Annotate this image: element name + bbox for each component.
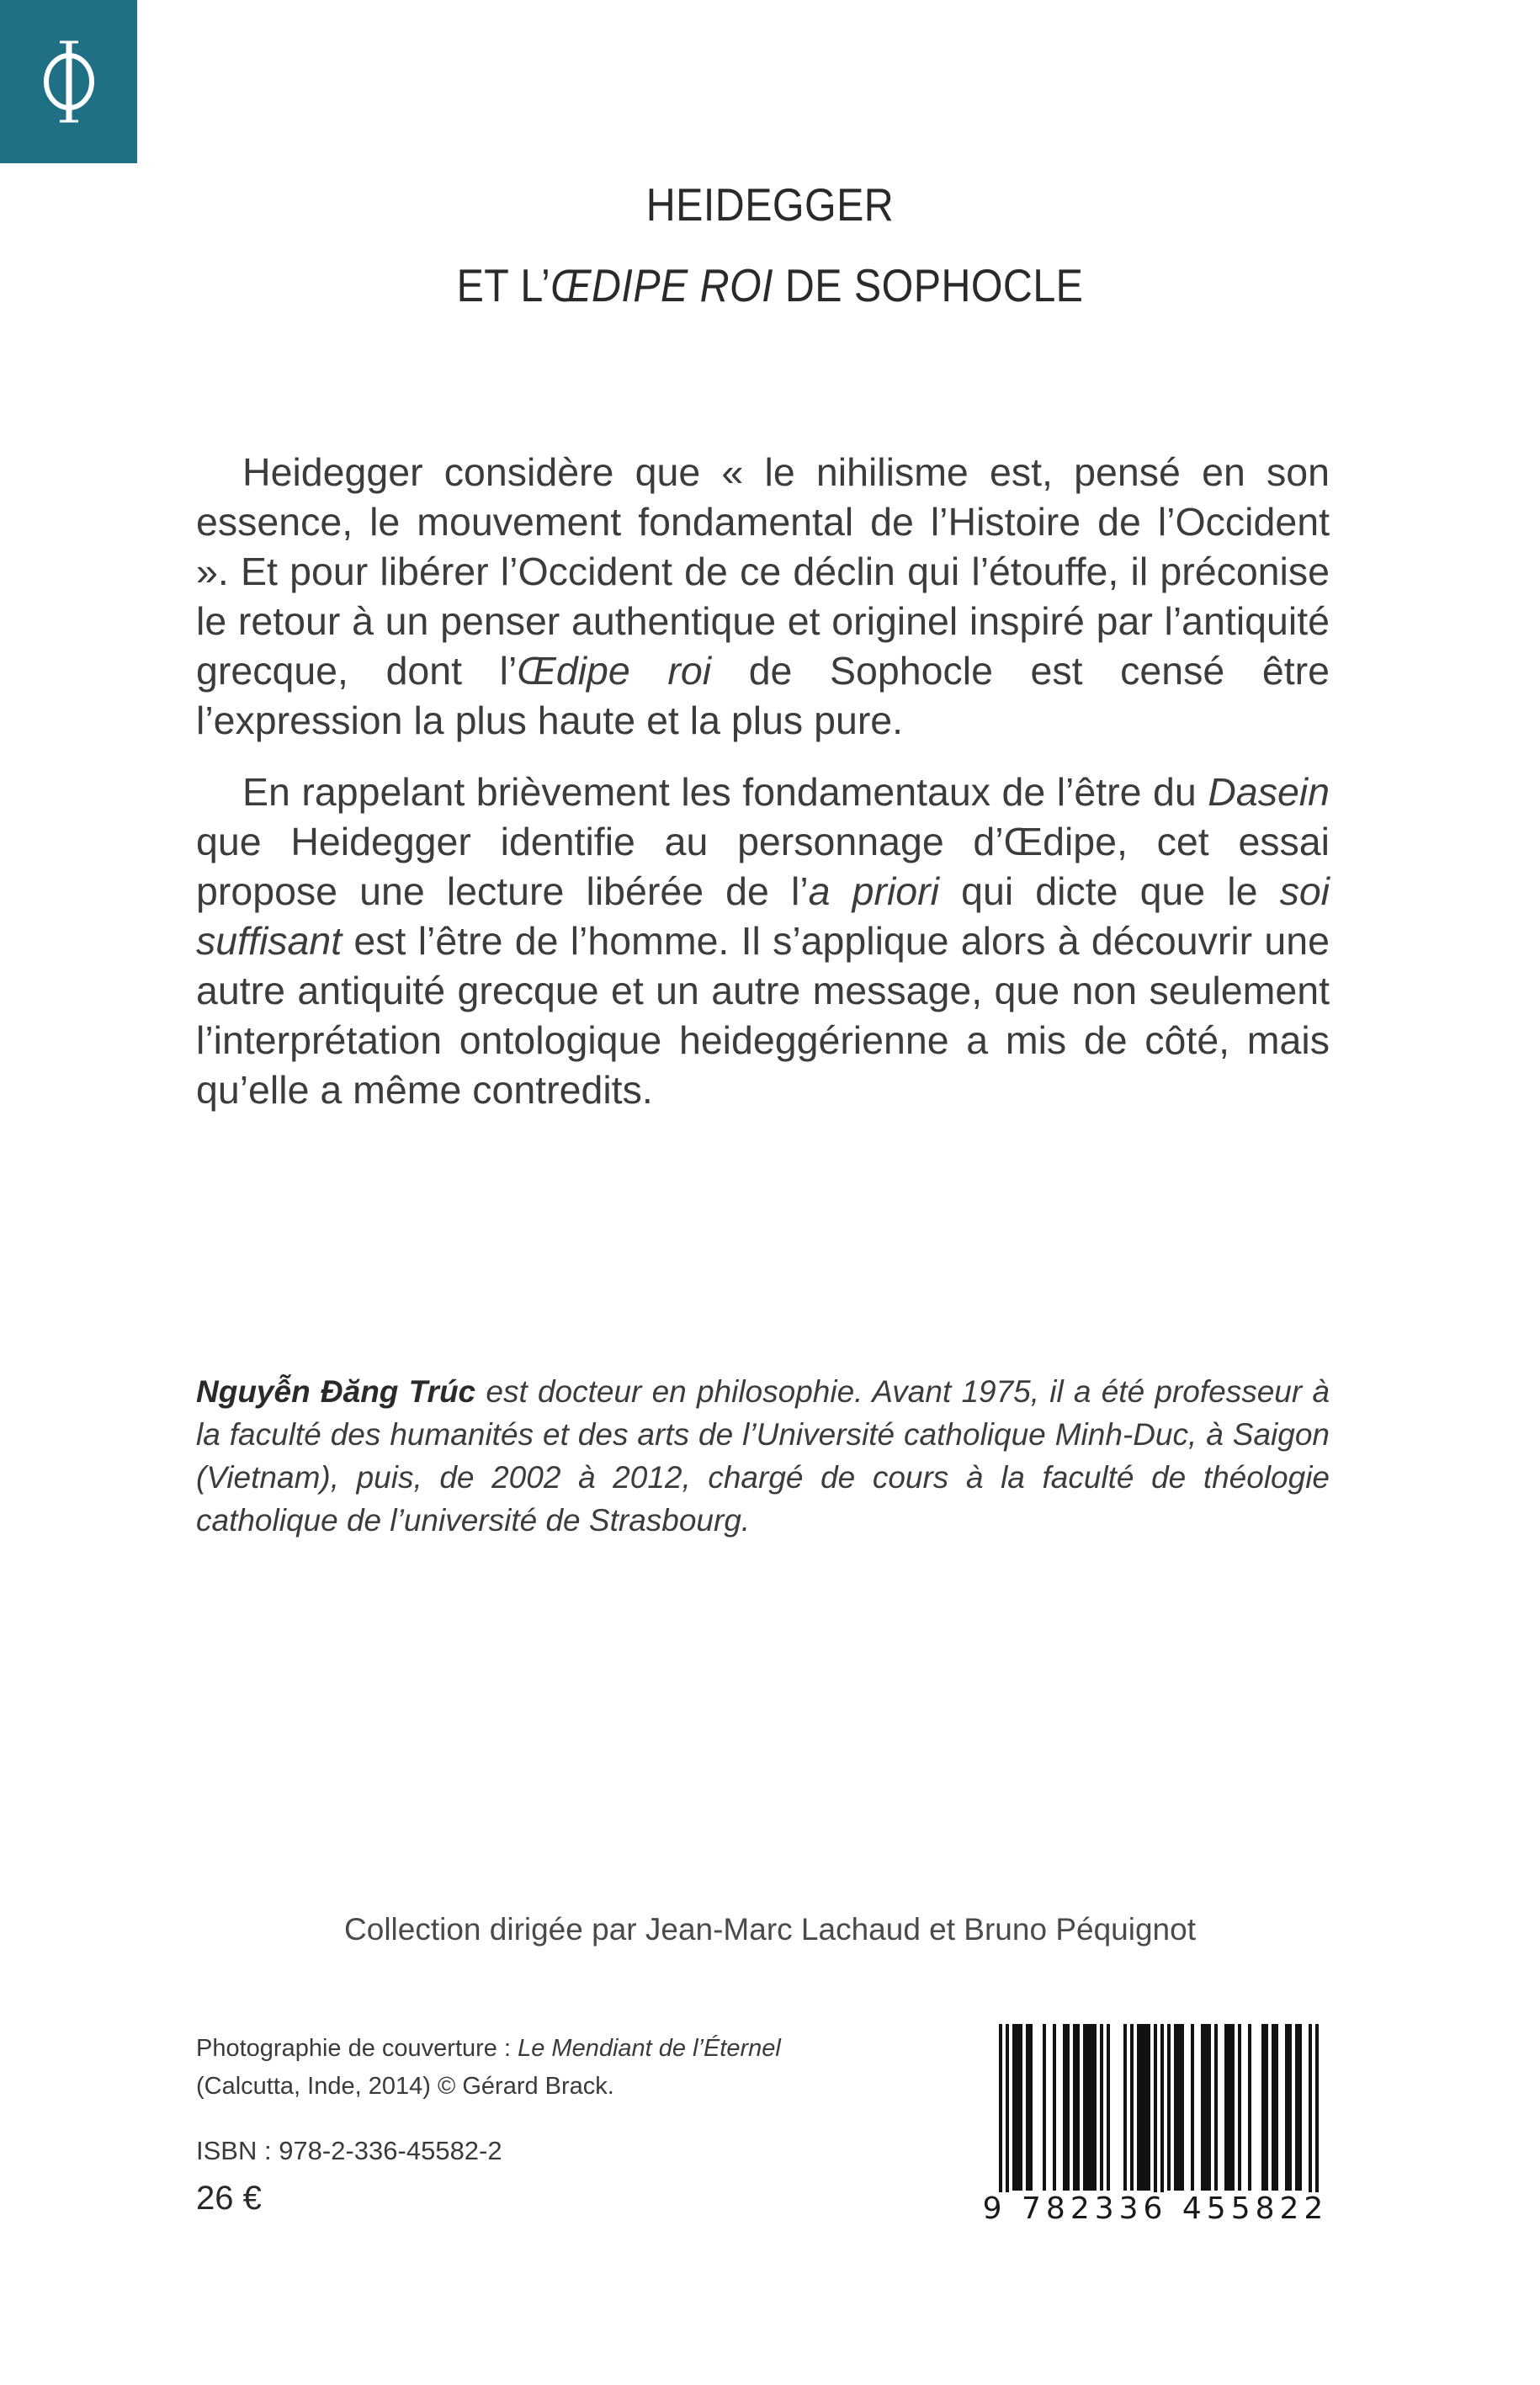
- barcode: [980, 2024, 1330, 2226]
- summary-text: de Sophocle est censé être l’expression la plus haute et la plus pure.: [196, 649, 1330, 742]
- summary-paragraph-2: [196, 768, 1330, 1115]
- barcode-bar: [1093, 2024, 1097, 2191]
- barcode-bar: [1208, 2024, 1211, 2191]
- barcode-bar: [1265, 2024, 1268, 2191]
- barcode-bar: [1043, 2024, 1046, 2191]
- barcode-bar: [1137, 2024, 1140, 2191]
- summary-paragraph-1: [196, 448, 1330, 746]
- barcode-bar: [1107, 2024, 1110, 2191]
- barcode-bar: [1295, 2024, 1298, 2191]
- barcode-bar: [1012, 2024, 1016, 2191]
- barcode-bar: [1181, 2024, 1184, 2191]
- barcode-bar: [1123, 2024, 1127, 2191]
- barcode-bar: [1309, 2024, 1312, 2207]
- barcode-bar: [1076, 2024, 1080, 2191]
- barcode-bar: [1261, 2024, 1265, 2191]
- title-line-2-prefix: ET L’: [456, 259, 551, 311]
- barcode-bar: [1298, 2024, 1302, 2191]
- summary-italic: a priori: [808, 869, 939, 913]
- barcode-bar: [1238, 2024, 1241, 2191]
- barcode-bar: [1140, 2024, 1144, 2191]
- barcode-bar: [1090, 2024, 1093, 2191]
- barcode-bar: [1063, 2024, 1066, 2191]
- summary-text: qui dicte que le: [939, 869, 1280, 913]
- author-name: Nguyễn Đăng Trúc: [196, 1374, 476, 1409]
- barcode-bar: [1154, 2024, 1157, 2207]
- summary-text: est l’être de l’homme. Il s’applique alors à découvrir une autre antiquité grecque et un autre message, que non seulement l’interprétation ontologique heideggérienne a mis de côté, mais qu’elle a même contredits.: [196, 919, 1330, 1112]
- title-line-2: [93, 245, 1447, 326]
- summary-text: que Heidegger identifie au personnage d’Œdipe, cet essai propose une lecture libérée de l’: [196, 820, 1330, 913]
- barcode-bar: [1083, 2024, 1086, 2191]
- barcode-bar: [1201, 2024, 1204, 2191]
- barcode-bar: [1315, 2024, 1319, 2207]
- barcode-bar: [1231, 2024, 1235, 2191]
- summary-text: Heidegger considère que « le nihilisme est, pensé en son essence, le mouvement fondamental de l’Histoire de l’Occident ». Et pour libérer l’Occident de ce déclin qui l’étouffe, il préconise le retour à un penser authentique et originel inspiré par l’antiquité grecque, dont l’: [196, 450, 1330, 693]
- phi-icon: [31, 31, 107, 132]
- barcode-bar: [1019, 2024, 1022, 2191]
- barcode-bar: [1248, 2024, 1251, 2191]
- barcode-bar: [1086, 2024, 1090, 2191]
- credit-suffix: (Calcutta, Inde, 2014) © Gérard Brack.: [196, 2073, 614, 2100]
- barcode-bar: [1167, 2024, 1171, 2191]
- barcode-bar: [1275, 2024, 1278, 2191]
- barcode-bar: [1006, 2024, 1009, 2207]
- summary-italic: Œdipe roi: [517, 649, 712, 693]
- barcode-bar: [1016, 2024, 1019, 2191]
- book-title: [93, 164, 1447, 326]
- barcode-bar: [1177, 2024, 1181, 2191]
- barcode-bar: [1160, 2024, 1164, 2207]
- price: 26 €: [196, 2180, 262, 2217]
- barcode-bar: [1272, 2024, 1275, 2191]
- collection-note: Collection dirigée par Jean-Marc Lachaud et Bruno Péquignot: [344, 1912, 1196, 1947]
- barcode-bar: [1073, 2024, 1076, 2191]
- barcode-bar: [1204, 2024, 1208, 2191]
- barcode-bar: [1191, 2024, 1194, 2191]
- cover-photo-credit: [196, 2030, 886, 2106]
- barcode-bar: [1174, 2024, 1177, 2191]
- barcode-number: 9 782336 455822: [980, 2192, 1330, 2226]
- summary-italic: soi suffisant: [196, 869, 1330, 963]
- barcode-bar: [1100, 2024, 1103, 2191]
- barcode-bar: [1288, 2024, 1292, 2191]
- barcode-bar: [1053, 2024, 1056, 2191]
- title-line-1: HEIDEGGER: [645, 178, 895, 231]
- isbn: ISBN : 978-2-336-45582-2: [196, 2136, 502, 2165]
- title-line-2-italic: ŒDIPE ROI: [550, 259, 774, 311]
- barcode-bar: [1130, 2024, 1134, 2191]
- barcode-bar: [999, 2024, 1002, 2207]
- barcode-bar: [1224, 2024, 1228, 2191]
- barcode-bar: [1285, 2024, 1288, 2191]
- author-bio-text: est docteur en philosophie. Avant 1975, il a été professeur à la faculté des humanités et des arts de l’Université catholique Minh-Duc, à Saigon (Vietnam), puis, de 2002 à 2012, chargé de cours à la faculté de théologie catholique de l’université de Strasbourg.: [196, 1374, 1330, 1538]
- barcode-bar: [1026, 2024, 1029, 2191]
- barcode-bar: [1214, 2024, 1218, 2191]
- barcode-bar: [1228, 2024, 1231, 2191]
- publisher-logo: [0, 0, 137, 163]
- author-bio: [196, 1370, 1330, 1542]
- barcode-bar: [1029, 2024, 1033, 2191]
- summary-italic: Dasein: [1208, 770, 1330, 814]
- credit-prefix: Photographie de couverture :: [196, 2035, 518, 2062]
- barcode-bar: [1147, 2024, 1150, 2191]
- credit-italic: Le Mendiant de l’Éternel: [518, 2035, 781, 2062]
- book-summary: [196, 448, 1330, 1137]
- summary-text: En rappelant brièvement les fondamentaux de l’être du: [242, 770, 1208, 814]
- title-line-2-suffix: DE SOPHOCLE: [773, 259, 1084, 311]
- barcode-bar: [1066, 2024, 1070, 2191]
- barcode-bar: [1144, 2024, 1147, 2191]
